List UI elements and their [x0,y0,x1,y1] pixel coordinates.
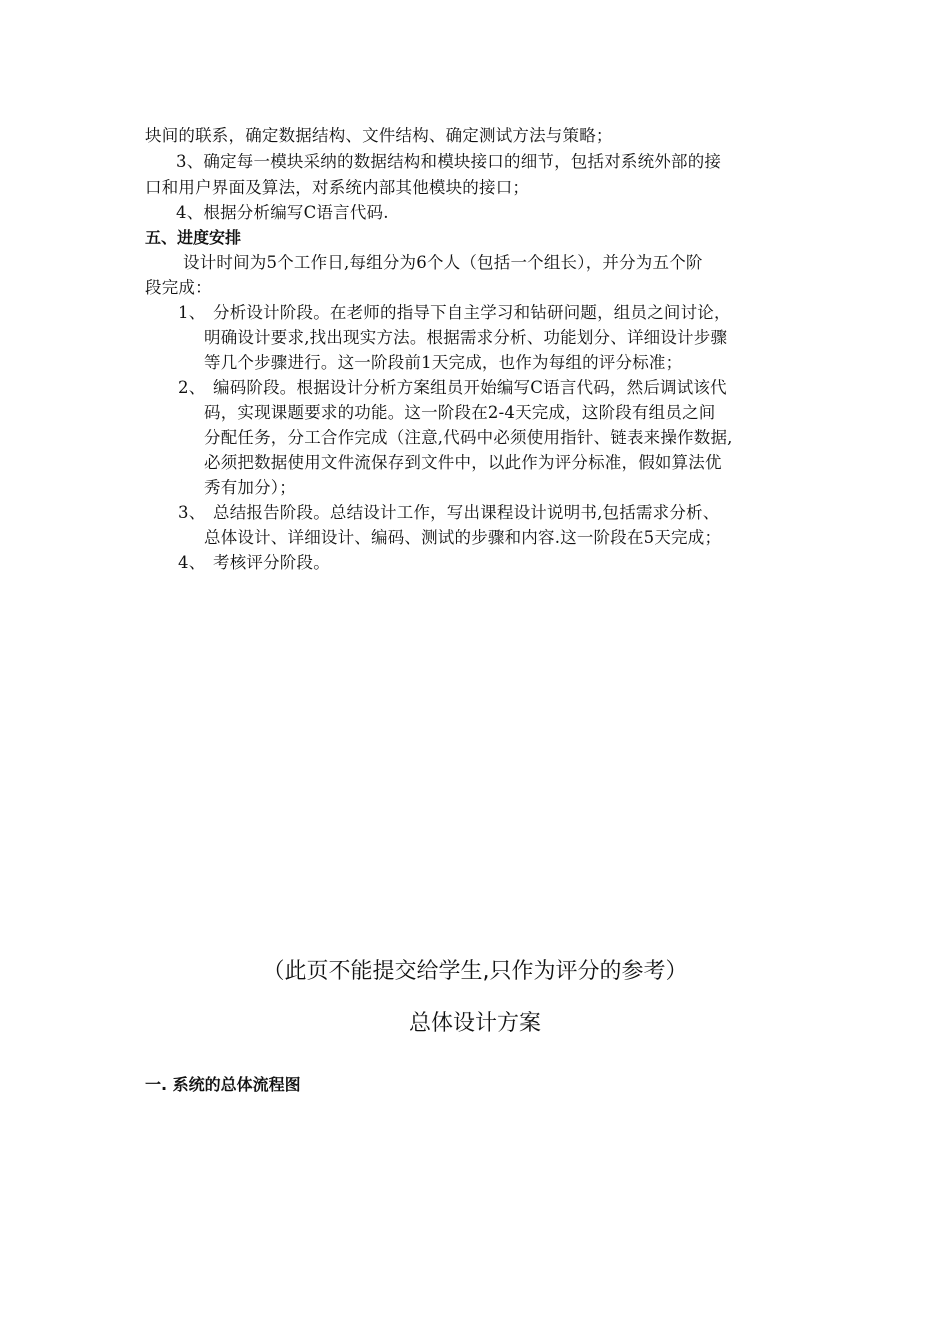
section-heading: 五、进度安排 [145,228,242,247]
paragraph-line: 4、根据分析编写C语言代码. [176,203,389,222]
list-number: 4、 [178,553,206,572]
list-number: 3、 [178,503,206,522]
list-number: 2、 [178,378,206,397]
list-item-line: 总结报告阶段。总结设计工作，写出课程设计说明书,包括需求分析、 [213,503,720,522]
list-item-line: 等几个步骤进行。这一阶段前1天完成，也作为每组的评分标准； [204,353,683,372]
paragraph-line: 口和用户界面及算法，对系统内部其他模块的接口； [145,178,530,197]
paragraph-line: 3、确定每一模块采纳的数据结构和模块接口的细节，包括对系统外部的接 [176,152,722,171]
paragraph-line: 块间的联系，确定数据结构、文件结构、确定测试方法与策略； [145,126,613,145]
list-item-line: 编码阶段。根据设计分析方案组员开始编写C语言代码，然后调试该代 [213,378,727,397]
list-item-line: 总体设计、详细设计、编码、测试的步骤和内容.这一阶段在5天完成； [204,528,722,547]
list-item-line: 码，实现课题要求的功能。这一阶段在2-4天完成，这阶段有组员之间 [204,403,716,422]
list-item-line: 明确设计要求,找出现实方法。根据需求分析、功能划分、详细设计步骤 [204,328,728,347]
list-item-line: 必须把数据使用文件流保存到文件中，以此作为评分标准，假如算法优 [204,453,722,472]
list-item-line: 分析设计阶段。在老师的指导下自主学习和钻研问题，组员之间讨论， [213,303,731,322]
paragraph-line: 段完成： [145,278,212,297]
reference-note: （此页不能提交给学生,只作为评分的参考） [262,959,688,984]
paragraph-line: 设计时间为5个工作日,每组分为6个人（包括一个组长），并分为五个阶 [183,253,703,272]
list-item-line: 秀有加分）； [204,478,296,497]
list-number: 1、 [178,303,206,322]
list-item-line: 分配任务，分工合作完成（注意,代码中必须使用指针、链表来操作数据, [204,428,733,447]
page-title: 总体设计方案 [408,1011,541,1036]
section-heading: 一. 系统的总体流程图 [145,1075,301,1094]
list-item-line: 考核评分阶段。 [213,553,330,572]
